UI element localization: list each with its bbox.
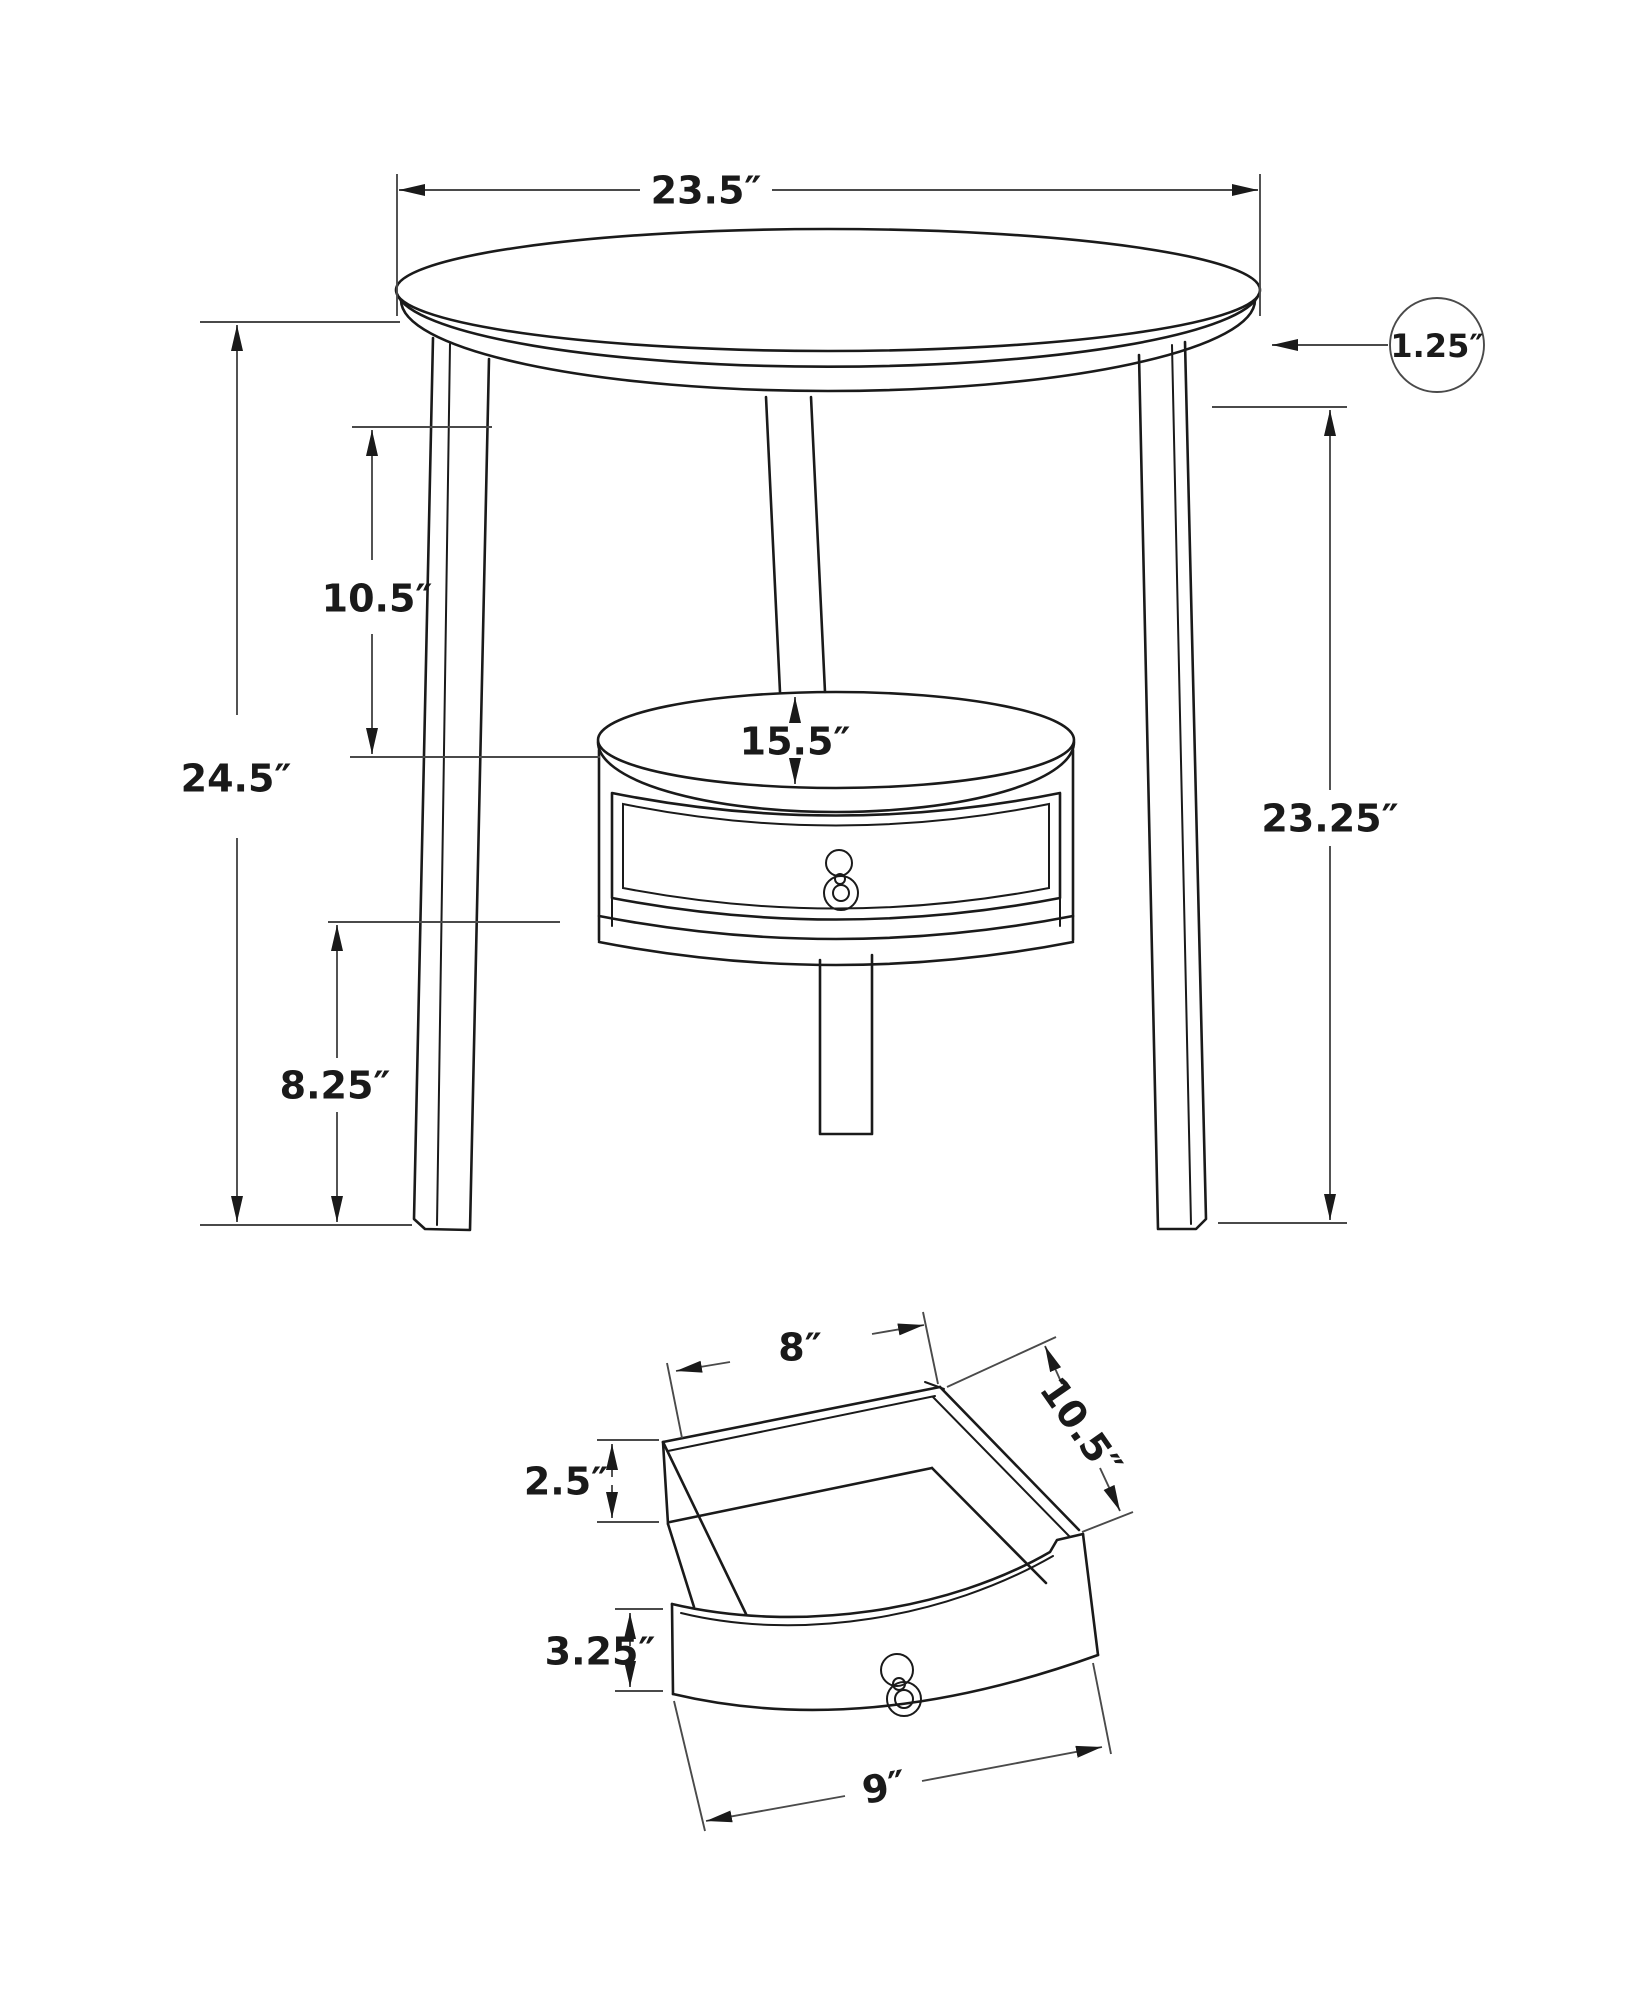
dimension-label-overall-height: 24.5″ xyxy=(180,756,292,801)
dimension-label-front-height: 3.25″ xyxy=(544,1629,656,1674)
drawer-drawing xyxy=(524,1312,1133,1831)
dimension-label-leg-height: 23.25″ xyxy=(1261,796,1399,841)
dimension-label-top-to-shelf: 10.5″ xyxy=(321,576,433,621)
dimension-label-top-thickness: 1.25″ xyxy=(1390,327,1484,366)
drawer-side-rails xyxy=(599,750,1073,940)
dimension-label-front-width: 9″ xyxy=(858,1761,910,1813)
dimension-label-back-width: 8″ xyxy=(778,1325,822,1370)
dimension-top-diameter xyxy=(397,168,1260,316)
dimension-back-height xyxy=(524,1440,659,1522)
apron xyxy=(599,916,1073,965)
dimension-front-height xyxy=(545,1609,663,1691)
drawer-front-panel xyxy=(672,1534,1098,1716)
back-leg-lower xyxy=(820,955,872,1134)
dimension-side-depth xyxy=(947,1337,1133,1532)
dimension-label-top-diameter: 23.5″ xyxy=(650,168,762,213)
dimension-label-back-height: 2.5″ xyxy=(523,1459,609,1504)
dimension-shelf-diameter xyxy=(740,697,851,784)
drawer-left-wall xyxy=(663,1442,746,1614)
tabletop xyxy=(396,229,1260,391)
dimension-front-width xyxy=(674,1663,1111,1831)
drawer-pull-handle xyxy=(824,850,858,910)
drawer-back-panel xyxy=(663,1382,944,1524)
right-leg xyxy=(1139,342,1206,1229)
dimension-top-to-shelf xyxy=(322,427,600,757)
dimension-label-side-depth: 10.5″ xyxy=(1030,1369,1131,1486)
table-drawing xyxy=(181,168,1484,1230)
back-leg-upper xyxy=(766,397,825,692)
dimension-label-shelf-diameter: 15.5″ xyxy=(739,719,851,764)
dimension-label-floor-to-apron: 8.25″ xyxy=(279,1063,391,1108)
dimension-back-width xyxy=(667,1312,938,1438)
dimension-leg-height xyxy=(1212,407,1399,1223)
left-leg xyxy=(414,338,489,1230)
dimension-top-thickness xyxy=(1272,298,1484,392)
